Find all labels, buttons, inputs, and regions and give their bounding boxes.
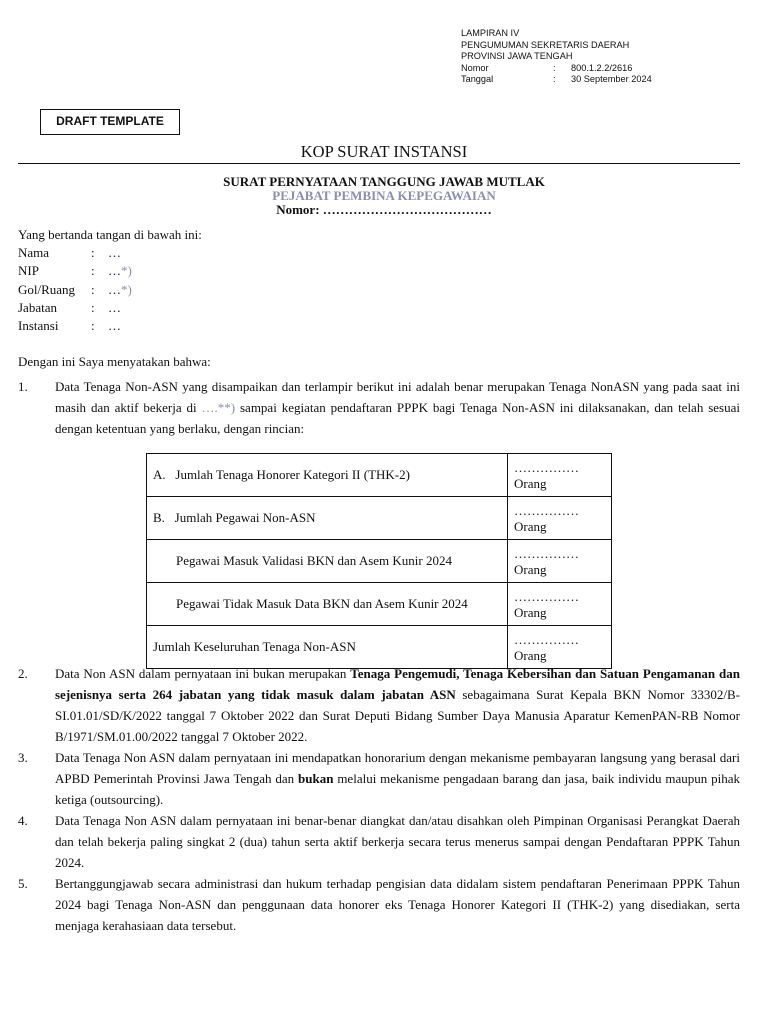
table-cell-label: A. Jumlah Tenaga Honorer Kategori II (THK-2) [147,454,508,497]
list-item-number: 4. [18,813,28,828]
list-item-text-part: Data Tenaga Non ASN dalam pernyataan ini mendapatkan honorarium dengan mekanisme pembayaran langsung yang berasal dari APBD Pemerintah Provinsi Jawa Tengah dan [55,750,740,786]
attachment-nomor-colon: : [553,62,556,73]
list-item-text: Data Tenaga Non ASN dalam pernyataan ini benar-benar diangkat dan/atau disahkan oleh Pimpinan Organisasi Perangkat Daerah dan telah bekerja paling singkat 2 (dua) tahun serta aktif berkerja secara terus menerus sampai dengan Pendaftaran PPPK Tahun 2024. [55,813,740,870]
table-row [147,454,612,497]
kop-surat-heading: KOP SURAT INSTANSI [300,142,468,161]
heading-divider [18,163,740,164]
identity-row-nama [18,244,202,262]
list-item [18,810,740,873]
workplace-placeholder: ….**) [201,400,236,415]
list-item-bold-text: Tenaga Pengemudi, Tenaga Kebersihan dan Satuan Pengamanan dan sejenisnya serta 264 jabatan yang tidak masuk dalam jabatan ASN [55,666,740,702]
identity-row-gol-ruang [18,281,202,299]
attachment-line-1: LAMPIRAN IV [461,28,520,38]
identity-colon: : [91,318,95,334]
identity-section [18,226,202,335]
list-item-text-part: Data Tenaga Non-ASN yang disampaikan dan terlampir berikut ini adalah benar merupakan Tenaga NonASN yang pada saat ini masih dan aktif bekerja di [55,379,740,415]
identity-note: *) [121,281,132,297]
table-cell-value: …………… Orang [508,540,612,583]
table-row [147,497,612,540]
list-item-text: Bertanggungjawab secara administrasi dan hukum terhadap pengisian data didalam sistem pendaftaran Penerimaan PPPK Tahun 2024 bagi Tenaga Non-ASN dan penggunaan data honorer eks Tenaga Honorer Kategori II (THK-2) yang disediakan, serta menjaga kerahasiaan data tersebut. [55,876,740,933]
identity-label: Nama [18,245,50,261]
identity-value: … [108,263,121,279]
attachment-tanggal-colon: : [553,74,556,85]
identity-label: Jabatan [18,299,57,315]
identity-intro: Yang bertanda tangan di bawah ini: [18,227,202,242]
table-cell-value: …………… Orang [508,454,612,497]
identity-colon: : [91,281,95,297]
identity-colon: : [91,299,95,315]
identity-value: … [108,299,121,315]
identity-colon: : [91,245,95,261]
list-item-text-part: sebagaimana Surat Kepala BKN Nomor 33302/B-SI.01.01/SD/K/2022 tanggal 7 Oktober 2022 dan Surat Deputi Bidang Sumber Daya Manusia Aparatur KemenPAN-RB Nomor B/1971/SM.01.00/2022 tanggal 7 Oktober 2022. [55,687,740,744]
list-item-text [55,376,740,439]
table-cell-label: Pegawai Masuk Validasi BKN dan Asem Kunir 2024 [147,540,508,583]
attachment-nomor-value: 800.1.2.2/2616 [571,62,633,73]
list-item [18,873,740,936]
table-cell-value: …………… Orang [508,626,612,669]
attachment-line-2: PENGUMUMAN SEKRETARIS DAERAH [461,39,630,50]
table-cell-label: Jumlah Keseluruhan Tenaga Non-ASN [147,626,508,669]
attachment-tanggal-label: Tanggal [461,74,494,85]
list-item [18,747,740,810]
identity-label: NIP [18,263,39,279]
attachment-tanggal-value: 30 September 2024 [571,74,652,85]
identity-row-nip [18,262,202,280]
identity-row-instansi [18,317,202,335]
list-item-text-part: melalui mekanisme pengadaan barang dan jasa, baik individu maupun pihak ketiga (outsourcing). [55,771,740,807]
table-cell-value: …………… Orang [508,497,612,540]
table-cell-label: Pegawai Tidak Masuk Data BKN dan Asem Kunir 2024 [147,583,508,626]
list-item-number: 2. [18,666,28,681]
table-row [147,540,612,583]
list-item-text [55,747,740,810]
identity-colon: : [91,263,95,279]
list-item-number: 5. [18,876,28,891]
document-title: SURAT PERNYATAAN TANGGUNG JAWAB MUTLAK [223,174,545,189]
attachment-line-3: PROVINSI JAWA TENGAH [461,51,573,62]
document-number-line: Nomor: ………………………………… [276,202,492,217]
draft-template-box: DRAFT TEMPLATE [40,109,180,135]
attachment-tanggal-row [461,74,652,86]
table-cell-value: …………… Orang [508,583,612,626]
list-item-bold-text: bukan [298,771,334,786]
list-item-text-part: Data Non ASN dalam pernyataan ini bukan merupakan [55,666,351,681]
list-item-number: 1. [18,379,28,394]
identity-label: Instansi [18,318,59,334]
table-cell-label: B. Jumlah Pegawai Non-ASN [147,497,508,540]
document-subtitle: PEJABAT PEMBINA KEPEGAWAIAN [272,188,496,203]
identity-note: *) [121,263,132,279]
rincian-table [146,453,612,669]
identity-value: … [108,318,121,334]
identity-value: … [108,281,121,297]
declaration-intro: Dengan ini Saya menyatakan bahwa: [18,354,211,369]
list-item [18,663,740,747]
attachment-nomor-row [461,63,652,75]
identity-value: … [108,245,121,261]
attachment-header [461,28,652,86]
list-item-number: 3. [18,750,28,765]
table-row [147,583,612,626]
identity-row-jabatan [18,299,202,317]
list-item [18,376,740,439]
identity-label: Gol/Ruang [18,281,76,297]
list-item-text-part: sampai kegiatan pendaftaran PPPK bagi Tenaga Non-ASN ini dilaksanakan, dan telah sesuai dengan ketentuan yang berlaku, dengan rincian: [55,400,740,436]
attachment-nomor-label: Nomor [461,62,489,73]
list-item-text [55,663,740,747]
